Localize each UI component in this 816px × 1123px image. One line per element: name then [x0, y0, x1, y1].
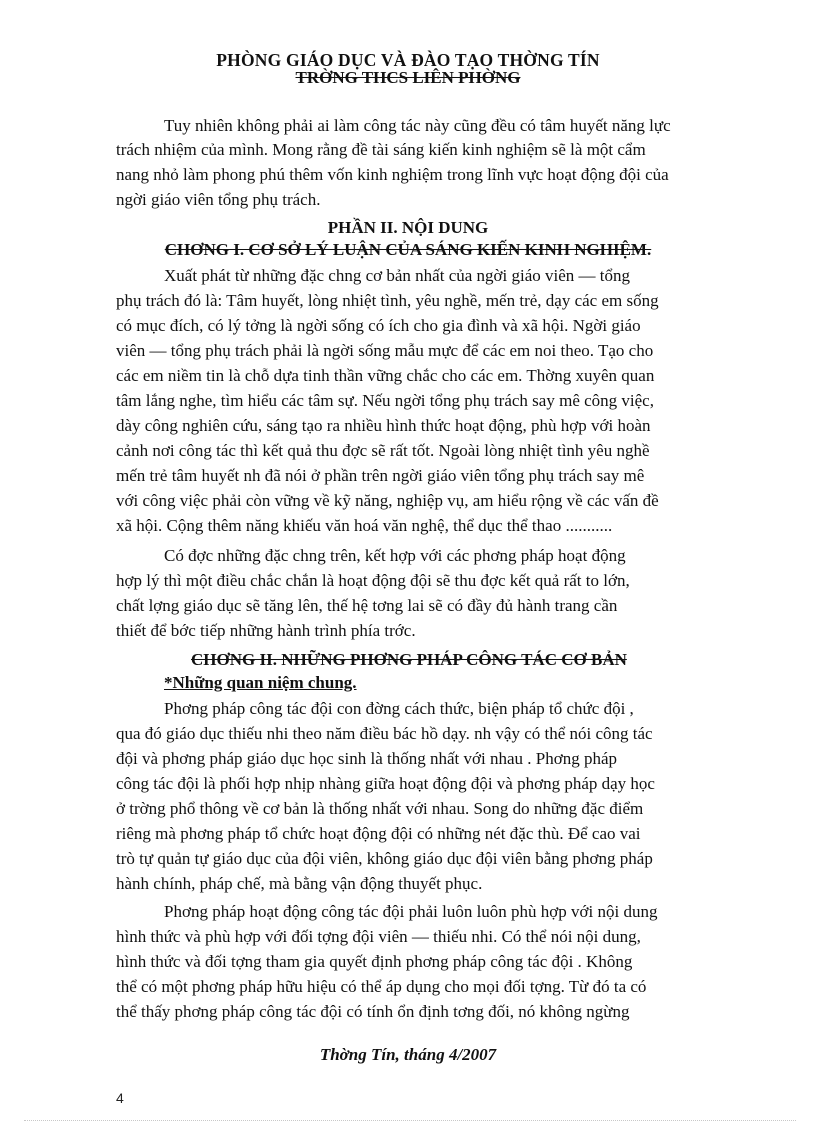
body-line: trò tự quản tự giáo dục của đội viên, không giáo dục đội viên bằng phơng pháp — [116, 849, 653, 868]
header-school: TRỜNG THCS LIÊN PHỜNG — [295, 68, 521, 87]
body-line: viên — tổng phụ trách phải là ngời sống mẫu mực để các em noi theo. Tạo cho — [116, 341, 654, 360]
body-line: ở trờng phổ thông về cơ bản là thống nhất với nhau. Song do những đặc điểm — [116, 799, 644, 818]
header-department: PHÒNG GIÁO DỤC VÀ ĐÀO TẠO THỜNG TÍN — [216, 50, 600, 70]
chapter2-title: CHƠNG II. NHỮNG PHƠNG PHÁP CÔNG TÁC CƠ BẢN — [191, 650, 627, 669]
body-line: dày công nghiên cứu, sáng tạo ra nhiều hình thức hoạt động, phù hợp với hoàn — [116, 416, 651, 435]
body-line: thể thấy phơng pháp công tác đội có tính ổn định tơng đối, nó không ngừng — [116, 1002, 630, 1021]
body-line: xã hội. Cộng thêm năng khiếu văn hoá văn nghệ, thể dục thể thao ........... — [116, 516, 613, 535]
body-line: Xuất phát từ những đặc chng cơ bản nhất của ngời giáo viên — tổng — [164, 266, 631, 285]
concept-title: *Những quan niệm chung. — [164, 673, 357, 692]
body-line: với công việc phải còn vững về kỹ năng, nghiệp vụ, am hiểu rộng về các vấn đề — [116, 491, 659, 510]
body-line: hình thức và đối tợng tham gia quyết định phơng pháp công tác đội . Không — [116, 952, 633, 971]
chapter1-title: CHƠNG I. CƠ SỞ LÝ LUẬN CỦA SÁNG KIẾN KINH NGHIỆM. — [164, 240, 652, 259]
body-line: hành chính, pháp chế, mà bằng vận động thuyết phục. — [116, 874, 483, 893]
body-line: Có đợc những đặc chng trên, kết hợp với các phơng pháp hoạt động — [164, 546, 626, 565]
body-line: công tác đội là phối hợp nhịp nhàng giữa hoạt động đội và phơng pháp dạy học — [116, 774, 655, 793]
body-line: thiết để bớc tiếp những hành trình phía trớc. — [116, 621, 416, 640]
intro-line: trách nhiệm của mình. Mong rằng đề tài sáng kiến kinh nghiệm sẽ là một cẩm — [116, 140, 646, 159]
body-line: các em niềm tin là chỗ dựa tinh thần vững chắc cho các em. Thờng xuyên quan — [116, 366, 655, 385]
body-line: tâm lắng nghe, tìm hiểu các tâm sự. Nếu ngời tổng phụ trách say mê công việc, — [116, 391, 654, 410]
part-title: PHẦN II. NỘI DUNG — [327, 218, 489, 237]
body-line: Phơng pháp công tác đội con đờng cách thức, biện pháp tổ chức đội , — [164, 699, 634, 718]
body-line: hình thức và phù hợp với đối tợng đội viên — thiếu nhi. Có thể nói nội dung, — [116, 927, 641, 946]
body-line: chất lợng giáo dục sẽ tăng lên, thế hệ tơng lai sẽ có đầy đủ hành trang cần — [116, 596, 618, 615]
intro-line: Tuy nhiên không phải ai làm công tác này cũng đều có tâm huyết năng lực — [164, 116, 671, 135]
intro-line: nang nhỏ làm phong phú thêm vốn kinh nghiệm trong lĩnh vực hoạt động đội của — [116, 165, 669, 184]
body-line: mến trẻ tâm huyết nh đã nói ở phần trên ngời giáo viên tổng phụ trách say mê — [116, 466, 645, 485]
body-line: thể có một phơng pháp hữu hiệu có thể áp dụng cho mọi đối tợng. Từ đó ta có — [116, 977, 647, 996]
body-line: cảnh nơi công tác thì kết quả thu đợc sẽ rất tốt. Ngoài lòng nhiệt tình yêu nghề — [116, 441, 650, 460]
body-line: riêng mà phơng pháp tổ chức hoạt động đội có những nét đặc thù. Để cao vai — [116, 824, 641, 843]
body-line: qua đó giáo dục thiếu nhi theo năm điều bác hồ dạy. nh vậy có thể nói công tác — [116, 724, 653, 743]
body-line: đội và phơng pháp giáo dục học sinh là thống nhất với nhau . Phơng pháp — [116, 749, 618, 768]
page-number: 4 — [116, 1090, 124, 1106]
footer-place-date: Thờng Tín, tháng 4/2007 — [319, 1045, 497, 1064]
body-line: phụ trách đó là: Tâm huyết, lòng nhiệt tình, yêu nghề, mến trẻ, dạy các em sống — [116, 291, 659, 310]
body-line: hợp lý thì một điều chắc chắn là hoạt động đội sẽ thu đợc kết quả rất to lớn, — [116, 571, 630, 590]
body-line: có mục đích, có lý tởng là ngời sống có ích cho gia đình và xã hội. Ngời giáo — [116, 316, 641, 335]
body-line: Phơng pháp hoạt động công tác đội phải luôn luôn phù hợp với nội dung — [164, 902, 658, 921]
intro-line: ngời giáo viên tổng phụ trách. — [116, 190, 321, 209]
page-bottom-divider — [24, 1120, 796, 1121]
